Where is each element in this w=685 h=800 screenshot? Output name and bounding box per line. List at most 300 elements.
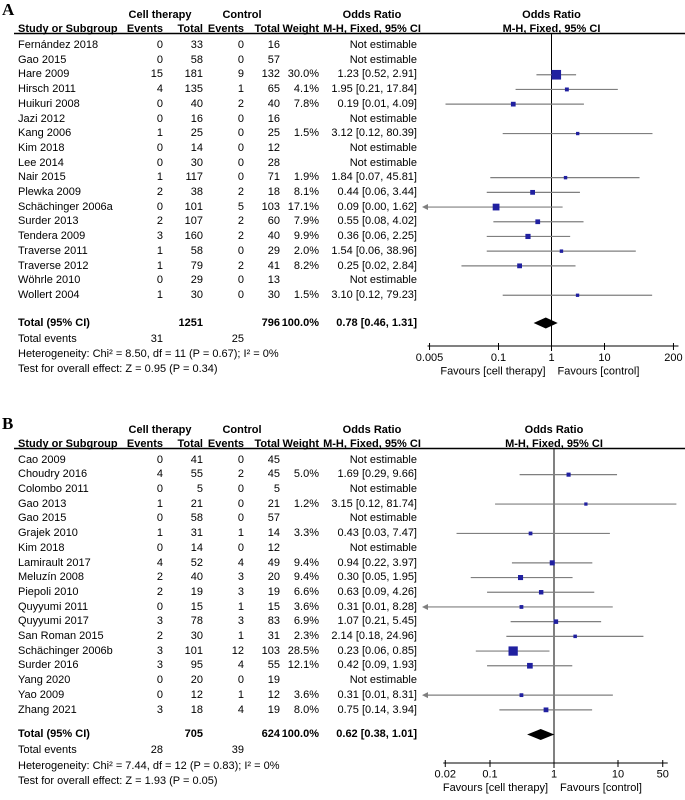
weight-column-header: Weight (282, 438, 319, 450)
effect-square (564, 176, 567, 179)
effect-square (551, 70, 561, 80)
study-name-cell: Surder 2013 (18, 215, 79, 228)
effect-square (493, 204, 500, 211)
treat-total-cell: 58 (190, 244, 203, 257)
ci-text-cell: 2.14 [0.18, 24.96] (331, 630, 417, 642)
treat-events-cell: 0 (156, 674, 163, 687)
summary-diamond (534, 318, 558, 329)
group-header-cell-therapy: Cell therapy (128, 424, 192, 436)
effect-square (573, 635, 577, 639)
control-total-cell: 57 (267, 53, 280, 66)
study-name-cell: Yao 2009 (18, 688, 65, 701)
axis-tick-label: 0.005 (415, 352, 444, 364)
odds-ratio-column-title: Odds Ratio (342, 9, 402, 21)
effect-square (518, 575, 523, 580)
ci-text-cell: 0.43 [0.03, 7.47] (337, 527, 417, 540)
treat-total-cell: 40 (190, 571, 203, 584)
ci-text-cell: 3.15 [0.12, 81.74] (331, 497, 417, 510)
treat-total-cell: 52 (190, 556, 203, 569)
control-total-cell: 5 (273, 483, 280, 495)
treat-events-cell: 0 (156, 156, 163, 169)
control-total-cell: 71 (267, 171, 280, 184)
odds-ratio-plot-title: Odds Ratio (522, 9, 581, 21)
favours-right-label: Favours [control] (557, 365, 640, 378)
weight-cell: 1.9% (293, 171, 319, 184)
axis-tick-label: 10 (611, 768, 625, 781)
ci-text-cell: Not estimable (349, 53, 417, 66)
treat-events-cell: 2 (156, 215, 163, 228)
control-events-cell: 1 (237, 600, 244, 613)
effect-square (535, 219, 540, 224)
total-events-label: Total events (18, 332, 77, 345)
treat-events-cell: 2 (156, 186, 163, 198)
control-events-cell: 1 (237, 630, 244, 642)
treat-events-cell: 0 (156, 274, 163, 287)
control-total-cell: 19 (267, 703, 280, 716)
odds-ratio-plot-title: Odds Ratio (524, 424, 584, 436)
treat-events-cell: 1 (156, 527, 163, 540)
overall-effect-text: Test for overall effect: Z = 1.93 (P = 0.05) (18, 774, 218, 787)
weight-cell: 28.5% (287, 644, 319, 657)
mh-fixed-ci-plot-header: M-H, Fixed, 95% CI (502, 23, 601, 35)
treat-events-cell: 0 (156, 112, 163, 125)
ci-text-cell: 1.07 [0.21, 5.45] (337, 615, 417, 628)
control-total-cell: 13 (267, 274, 280, 287)
control-events-cell: 2 (237, 215, 244, 228)
axis-tick-label: 10 (598, 352, 611, 364)
weight-cell: 5.0% (293, 468, 319, 481)
treat-events-cell: 4 (156, 83, 163, 96)
total-treat-n: 1251 (178, 316, 203, 329)
odds-ratio-column-title: Odds Ratio (342, 424, 402, 436)
treat-events-cell: 4 (156, 556, 163, 569)
treat-total-cell: 5 (196, 483, 203, 495)
ci-text-cell: 0.94 [0.22, 3.97] (337, 556, 417, 569)
treat-events-cell: 0 (156, 483, 163, 495)
control-total-cell: 12 (267, 688, 280, 701)
treat-total-cell: 101 (184, 644, 203, 657)
control-total-cell: 12 (267, 141, 280, 154)
favours-left-label: Favours [cell therapy] (442, 782, 548, 794)
treat-events-cell: 4 (156, 468, 163, 481)
study-name-cell: Hare 2009 (18, 68, 70, 81)
favours-left-label: Favours [cell therapy] (440, 365, 546, 378)
treat-total-cell: 21 (190, 497, 203, 510)
study-name-cell: Hirsch 2011 (18, 83, 76, 96)
treat-events-cell: 0 (156, 39, 163, 51)
control-events-cell: 0 (237, 541, 244, 554)
group-header-control: Control (222, 424, 262, 436)
effect-square (544, 707, 549, 712)
treat-events-cell: 2 (156, 585, 163, 598)
total-weight: 100.0% (281, 728, 319, 740)
treat-events-cell: 3 (156, 644, 163, 657)
treat-total-cell: 40 (190, 97, 203, 110)
ci-text-cell: 1.23 [0.52, 2.91] (337, 68, 417, 81)
effect-square (554, 619, 559, 624)
control-events-cell: 1 (237, 688, 244, 701)
weight-cell: 30.0% (287, 68, 319, 81)
treat-total-cell: 107 (184, 215, 203, 228)
effect-square (520, 693, 524, 697)
total-ci-text: 0.78 [0.46, 1.31] (336, 316, 417, 329)
study-name-cell: Lee 2014 (18, 156, 64, 169)
axis-tick-label: 1 (550, 768, 558, 781)
weight-cell: 2.0% (293, 244, 319, 257)
treat-events-cell: 1 (156, 259, 163, 272)
effect-square (539, 590, 543, 594)
weight-cell: 7.8% (293, 97, 319, 110)
weight-cell: 8.0% (293, 703, 319, 716)
control-total-cell: 132 (261, 68, 280, 81)
effect-square (517, 263, 522, 268)
control-events-cell: 0 (237, 53, 244, 66)
events-column-header: Events (207, 23, 244, 35)
ci-text-cell: Not estimable (349, 156, 417, 169)
weight-cell: 17.1% (287, 200, 319, 213)
effect-square (511, 102, 516, 107)
ci-text-cell: 0.19 [0.01, 4.09] (337, 97, 417, 110)
control-events-cell: 0 (237, 512, 244, 525)
control-events-cell: 2 (237, 230, 244, 243)
ci-arrow-left (422, 604, 428, 610)
study-name-cell: Wollert 2004 (18, 288, 80, 301)
ci-text-cell: 0.31 [0.01, 8.31] (337, 688, 417, 701)
treat-total-cell: 19 (190, 585, 203, 598)
ci-arrow-left (422, 692, 428, 698)
treat-events-cell: 1 (156, 244, 163, 257)
ci-text-cell: 1.69 [0.29, 9.66] (337, 468, 417, 481)
study-name-cell: Schächinger 2006b (18, 644, 113, 657)
control-total-cell: 57 (267, 512, 280, 525)
control-events-cell: 1 (237, 527, 244, 540)
control-total-cell: 30 (267, 288, 280, 301)
ci-text-cell: Not estimable (349, 541, 417, 554)
weight-column-header: Weight (282, 23, 319, 35)
weight-cell: 1.5% (293, 127, 319, 140)
weight-cell: 2.3% (293, 630, 319, 642)
ci-text-cell: Not estimable (349, 453, 417, 466)
control-total-cell: 65 (267, 83, 280, 96)
treat-total-cell: 135 (184, 83, 203, 96)
weight-cell: 7.9% (293, 215, 319, 228)
total-row-label: Total (95% CI) (18, 728, 90, 740)
treat-total-cell: 25 (190, 127, 203, 140)
mh-fixed-ci-column-header: M-H, Fixed, 95% CI (323, 23, 421, 35)
treat-events-cell: 0 (156, 600, 163, 613)
weight-cell: 6.9% (293, 615, 319, 628)
control-events-cell: 0 (237, 497, 244, 510)
treat-events-cell: 0 (156, 97, 163, 110)
treat-total-cell: 12 (190, 688, 203, 701)
ci-text-cell: 0.42 [0.09, 1.93] (337, 659, 417, 672)
group-header-cell-therapy: Cell therapy (128, 9, 192, 21)
control-events-cell: 3 (237, 585, 244, 598)
control-total-cell: 45 (267, 468, 280, 481)
axis-tick-label: 0.1 (490, 352, 507, 364)
control-events-cell: 0 (237, 674, 244, 687)
effect-square (567, 473, 571, 477)
treat-total-cell: 78 (190, 615, 203, 628)
treat-events-cell: 0 (156, 141, 163, 154)
treat-total-cell: 16 (190, 112, 203, 125)
control-total-cell: 55 (267, 659, 280, 672)
control-events-cell: 0 (237, 141, 244, 154)
treat-events-cell: 1 (156, 288, 163, 301)
ci-text-cell: 0.36 [0.06, 2.25] (337, 230, 417, 243)
study-name-cell: Plewka 2009 (18, 186, 81, 198)
study-name-cell: Grajek 2010 (18, 527, 78, 540)
mh-fixed-ci-plot-header: M-H, Fixed, 95% CI (505, 438, 603, 450)
treat-total-cell: 101 (184, 200, 203, 213)
study-column-header: Study or Subgroup (18, 438, 118, 450)
control-events-cell: 2 (237, 186, 244, 198)
effect-square (576, 132, 579, 135)
control-events-cell: 0 (237, 127, 244, 140)
treat-total-cell: 20 (190, 674, 203, 687)
study-name-cell: Huikuri 2008 (18, 97, 80, 110)
treat-total-cell: 14 (190, 541, 203, 554)
study-name-cell: Tendera 2009 (18, 230, 86, 243)
total-weight: 100.0% (281, 316, 319, 329)
treat-total-cell: 41 (190, 453, 203, 466)
study-name-cell: Quyyumi 2011 (18, 600, 89, 613)
treat-total-cell: 55 (190, 468, 203, 481)
study-name-cell: Schächinger 2006a (18, 200, 113, 213)
study-name-cell: Fernández 2018 (18, 39, 99, 51)
summary-diamond (527, 729, 554, 740)
treat-events-cell: 3 (156, 230, 163, 243)
axis-tick-label: 50 (656, 768, 669, 781)
control-events-cell: 0 (237, 39, 244, 51)
control-total-cell: 28 (267, 156, 280, 169)
overall-effect-text: Test for overall effect: Z = 0.95 (P = 0.34) (18, 362, 218, 375)
effect-square (550, 560, 555, 565)
treat-total-cell: 31 (190, 527, 203, 540)
total-events-control: 25 (231, 332, 244, 345)
weight-cell: 3.6% (293, 600, 319, 613)
treat-total-cell: 33 (190, 39, 203, 51)
treat-events-cell: 15 (150, 68, 163, 81)
treat-events-cell: 0 (156, 512, 163, 525)
control-events-cell: 0 (237, 453, 244, 466)
ci-text-cell: Not estimable (349, 274, 417, 287)
ci-text-cell: 0.31 [0.01, 8.28] (337, 600, 417, 613)
ci-text-cell: 3.10 [0.12, 79.23] (331, 288, 417, 301)
weight-cell: 1.2% (293, 497, 319, 510)
study-name-cell: Yang 2020 (18, 674, 71, 687)
treat-total-cell: 38 (190, 186, 203, 198)
control-total-cell: 103 (261, 200, 280, 213)
study-name-cell: Kang 2006 (18, 127, 72, 140)
treat-total-cell: 160 (184, 230, 203, 243)
control-total-cell: 45 (267, 453, 280, 466)
control-events-cell: 4 (237, 556, 244, 569)
control-events-cell: 1 (237, 83, 244, 96)
ci-text-cell: 0.09 [0.00, 1.62] (337, 200, 417, 213)
treat-events-cell: 0 (156, 53, 163, 66)
treat-total-cell: 79 (190, 259, 203, 272)
ci-arrow-left (422, 204, 428, 210)
total-events-treat: 28 (150, 744, 163, 756)
total-column-header: Total (177, 438, 203, 450)
heterogeneity-text: Heterogeneity: Chi² = 8.50, df = 11 (P = 0.67); I² = 0% (18, 347, 279, 360)
treat-events-cell: 0 (156, 688, 163, 701)
treat-total-cell: 15 (190, 600, 203, 613)
study-name-cell: Quyyumi 2017 (18, 615, 89, 628)
study-name-cell: Wöhrle 2010 (18, 274, 81, 287)
control-total-cell: 21 (267, 497, 280, 510)
study-name-cell: Traverse 2011 (18, 244, 88, 257)
treat-events-cell: 3 (156, 703, 163, 716)
ci-text-cell: 0.23 [0.06, 0.85] (337, 644, 417, 657)
study-name-cell: Kim 2018 (18, 141, 65, 154)
study-name-cell: Gao 2015 (18, 512, 67, 525)
study-column-header: Study or Subgroup (18, 23, 118, 35)
ci-text-cell: 0.25 [0.02, 2.84] (337, 259, 417, 272)
effect-square (509, 646, 518, 655)
weight-cell: 9.9% (293, 230, 319, 243)
control-total-cell: 16 (267, 39, 280, 51)
favours-right-label: Favours [control] (560, 782, 642, 794)
effect-square (576, 294, 579, 297)
effect-square (565, 87, 569, 91)
total-column-header: Total (177, 23, 203, 35)
events-column-header: Events (126, 23, 163, 35)
weight-cell: 6.6% (293, 585, 319, 598)
control-total-cell: 103 (261, 644, 280, 657)
study-name-cell: Piepoli 2010 (18, 585, 79, 598)
study-name-cell: Gao 2015 (18, 53, 67, 66)
total-events-treat: 31 (150, 332, 163, 345)
effect-square (560, 249, 563, 252)
ci-text-cell: 1.84 [0.07, 45.81] (331, 171, 417, 184)
control-total-cell: 14 (267, 527, 280, 540)
total-column-header: Total (254, 23, 280, 35)
total-treat-n: 705 (184, 728, 203, 740)
total-column-header: Total (254, 438, 280, 450)
effect-square (525, 234, 530, 239)
weight-cell: 9.4% (293, 556, 319, 569)
control-total-cell: 15 (267, 600, 280, 613)
treat-total-cell: 30 (190, 288, 203, 301)
control-events-cell: 2 (237, 97, 244, 110)
treat-total-cell: 58 (190, 512, 203, 525)
control-total-cell: 20 (267, 571, 280, 584)
control-events-cell: 3 (237, 615, 244, 628)
treat-events-cell: 2 (156, 630, 163, 642)
effect-square (520, 605, 524, 609)
ci-text-cell: 1.54 [0.06, 38.96] (331, 244, 417, 257)
control-events-cell: 2 (237, 259, 244, 272)
effect-square (584, 502, 587, 505)
effect-square (529, 532, 533, 536)
events-column-header: Events (126, 438, 163, 450)
ci-text-cell: 0.55 [0.08, 4.02] (337, 215, 417, 228)
axis-tick-label: 0.1 (482, 768, 498, 781)
control-events-cell: 2 (237, 468, 244, 481)
control-events-cell: 0 (237, 112, 244, 125)
mh-fixed-ci-column-header: M-H, Fixed, 95% CI (323, 438, 421, 450)
control-events-cell: 12 (231, 644, 244, 657)
control-total-cell: 40 (267, 97, 280, 110)
ci-text-cell: 0.63 [0.09, 4.26] (337, 585, 417, 598)
control-total-cell: 16 (267, 112, 280, 125)
control-total-cell: 25 (267, 127, 280, 140)
treat-total-cell: 181 (184, 68, 203, 81)
control-events-cell: 0 (237, 288, 244, 301)
ci-text-cell: 0.44 [0.06, 3.44] (337, 186, 417, 198)
study-name-cell: Kim 2018 (18, 541, 65, 554)
control-events-cell: 4 (237, 703, 244, 716)
control-events-cell: 0 (237, 274, 244, 287)
treat-total-cell: 30 (190, 630, 203, 642)
weight-cell: 3.6% (293, 688, 319, 701)
control-total-cell: 29 (267, 244, 280, 257)
axis-tick-label: 0.02 (434, 768, 456, 781)
treat-total-cell: 117 (185, 171, 203, 184)
treat-total-cell: 29 (190, 274, 203, 287)
weight-cell: 12.1% (287, 659, 319, 672)
treat-total-cell: 14 (190, 141, 203, 154)
panel-a-label: A (2, 0, 15, 19)
control-events-cell: 3 (237, 571, 244, 584)
study-name-cell: Cao 2009 (18, 453, 66, 466)
total-control-n: 624 (261, 728, 280, 740)
control-events-cell: 0 (237, 156, 244, 169)
effect-square (530, 190, 535, 195)
study-name-cell: Gao 2013 (18, 497, 67, 510)
weight-cell: 8.2% (293, 259, 319, 272)
study-name-cell: Meluzín 2008 (18, 571, 85, 584)
weight-cell: 9.4% (293, 571, 319, 584)
control-events-cell: 9 (237, 68, 244, 81)
control-total-cell: 31 (267, 630, 280, 642)
group-header-control: Control (222, 9, 262, 21)
treat-total-cell: 30 (190, 156, 203, 169)
ci-text-cell: Not estimable (349, 483, 417, 495)
axis-tick-label: 1 (548, 352, 555, 364)
study-name-cell: Jazi 2012 (18, 112, 66, 125)
ci-text-cell: Not estimable (349, 112, 417, 125)
ci-text-cell: Not estimable (349, 39, 417, 51)
weight-cell: 4.1% (293, 83, 319, 96)
treat-total-cell: 58 (190, 53, 203, 66)
total-row-label: Total (95% CI) (18, 316, 90, 329)
treat-events-cell: 3 (156, 659, 163, 672)
weight-cell: 3.3% (293, 527, 319, 540)
weight-cell: 8.1% (293, 186, 319, 198)
total-control-n: 796 (261, 316, 280, 329)
ci-text-cell: Not estimable (349, 512, 417, 525)
axis-tick-label: 200 (664, 352, 683, 364)
ci-text-cell: Not estimable (349, 674, 417, 687)
control-total-cell: 41 (267, 259, 280, 272)
study-name-cell: Colombo 2011 (18, 483, 89, 495)
study-name-cell: San Roman 2015 (18, 630, 104, 642)
total-ci-text: 0.62 [0.38, 1.01] (336, 728, 417, 740)
control-total-cell: 60 (267, 215, 280, 228)
treat-events-cell: 0 (156, 541, 163, 554)
total-events-control: 39 (231, 744, 244, 756)
treat-events-cell: 2 (156, 571, 163, 584)
control-events-cell: 4 (237, 659, 244, 672)
panel-b-label: B (2, 414, 14, 433)
control-total-cell: 83 (267, 615, 280, 628)
ci-text-cell: Not estimable (349, 141, 417, 154)
treat-events-cell: 1 (156, 497, 163, 510)
treat-events-cell: 1 (156, 171, 163, 184)
